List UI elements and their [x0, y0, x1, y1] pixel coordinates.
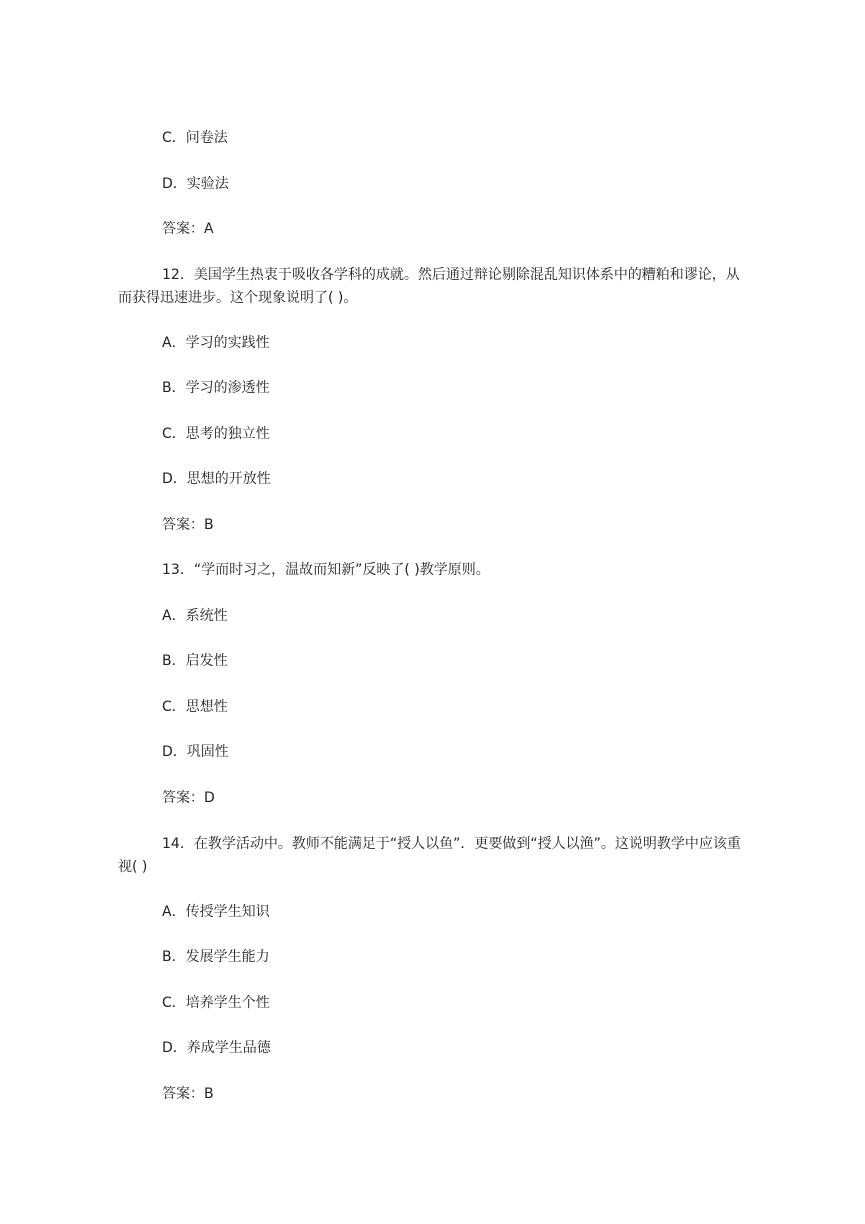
q12-question: 12．美国学生热衷于吸收各学科的成就。然后通过辩论剔除混乱知识体系中的糟粕和谬论，从而获得迅速进步。这个现象说明了( )。: [118, 267, 740, 306]
q14-question: 14．在教学活动中。教师不能满足于“授人以鱼”．更要做到“授人以渔”。这说明教学中应该重视( ): [118, 836, 741, 875]
q13-option-d: D．巩固性: [162, 744, 229, 760]
q12-option-c: C．思考的独立性: [162, 426, 270, 442]
q13-answer: 答案：D: [162, 790, 215, 806]
q13-option-c: C．思想性: [162, 699, 228, 715]
q14-option-a: A．传授学生知识: [162, 904, 270, 920]
q14-option-c: C．培养学生个性: [162, 995, 270, 1011]
q13-option-a: A．系统性: [162, 608, 228, 624]
q12-option-d: D．思想的开放性: [162, 471, 271, 487]
q11-answer: 答案：A: [162, 221, 214, 237]
q12-answer: 答案：B: [162, 517, 214, 533]
q12-option-b: B．学习的渗透性: [162, 380, 270, 396]
q11-option-d: D．实验法: [162, 176, 229, 192]
q14-option-b: B．发展学生能力: [162, 949, 270, 965]
q11-option-c: C．问卷法: [162, 130, 228, 146]
q12-option-a: A．学习的实践性: [162, 335, 270, 351]
q14-option-d: D．养成学生品德: [162, 1040, 271, 1056]
q14-answer: 答案：B: [162, 1086, 214, 1102]
q13-option-b: B．启发性: [162, 653, 228, 669]
q13-question: 13．“学而时习之，温故而知新”反映了( )教学原则。: [162, 562, 490, 578]
